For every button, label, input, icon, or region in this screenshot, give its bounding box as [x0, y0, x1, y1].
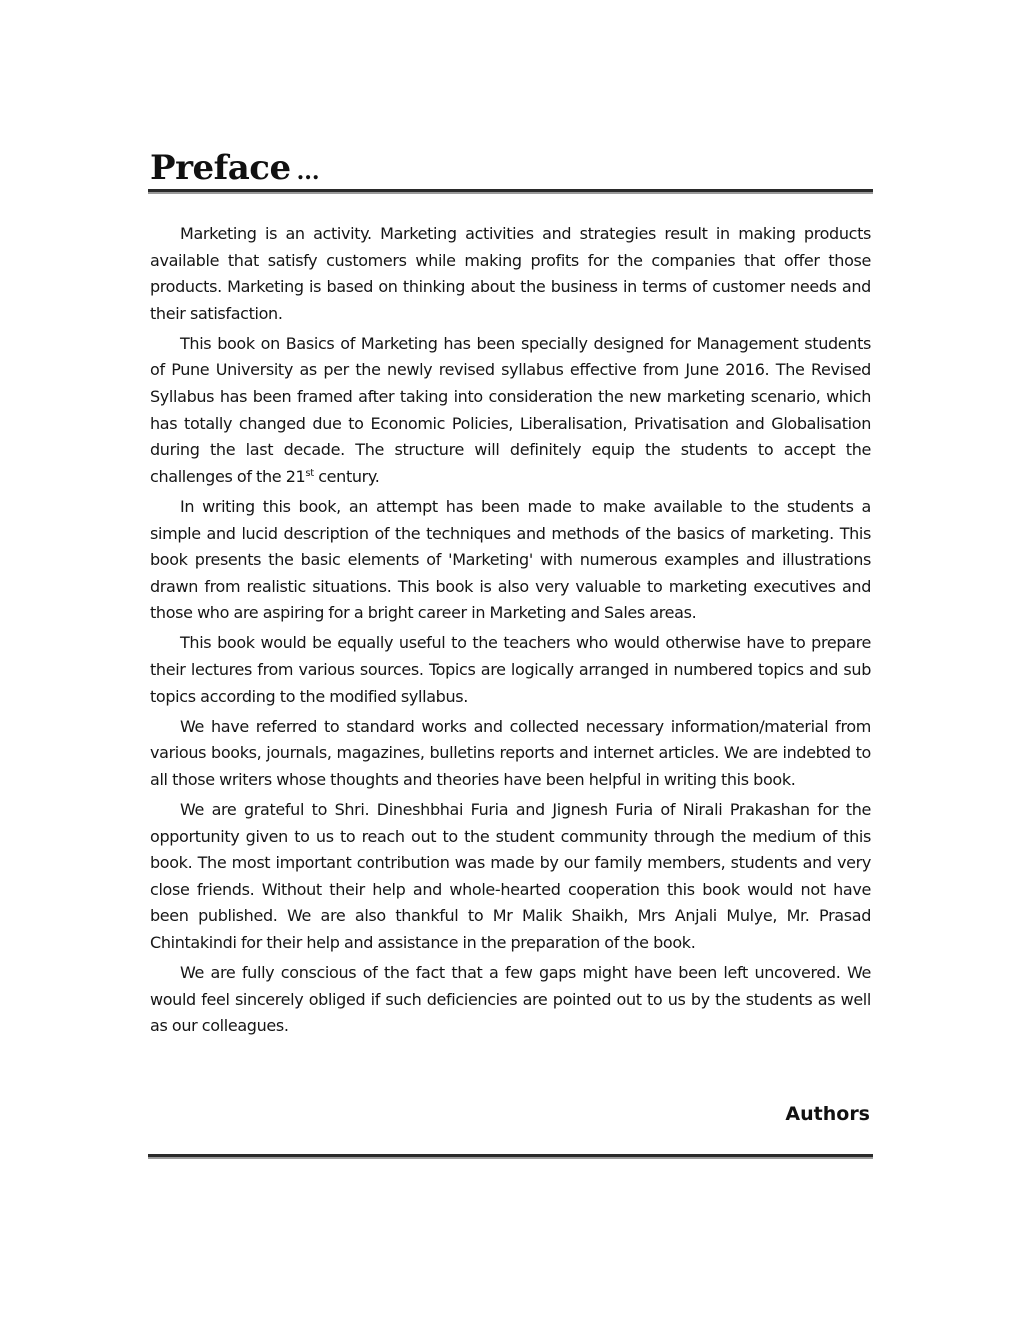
paragraph-2-text: This book on Basics of Marketing has been specially designed for Management students of Pune University as per the newly revised syllabus effective from June 2016. The Revised Syllabus has been framed after taking into consideration the new marketing scenario, which has totally changed due to Economic Policies, Liberalisation, Privatisation and Globalisation during the last decade. The structure will definitely equip the students to accept the challenges of the 21	[150, 333, 871, 486]
paragraph-6: We are grateful to Shri. Dineshbhai Furia and Jignesh Furia of Nirali Prakashan for the opportunity given to us to reach out to the student community through the medium of this book. The most important contribution was made by our family members, students and very close friends. Without their help and whole-hearted cooperation this book would not have been published. We are also thankful to Mr Malik Shaikh, Mrs Anjali Mulye, Mr. Prasad Chintakindi for their help and assistance in the preparation of the book.	[150, 799, 871, 952]
paragraph-4: This book would be equally useful to the teachers who would otherwise have to prepare their lectures from various sources. Topics are logically arranged in numbered topics and sub topics according to the modified syllabus.	[150, 633, 871, 706]
paragraph-7: We are fully conscious of the fact that a few gaps might have been left uncovered. We would feel sincerely obliged if such deficiencies are pointed out to us by the students as well as our colleagues.	[150, 963, 871, 1036]
title-text: Preface	[150, 148, 291, 188]
title-ellipsis: ...	[296, 159, 320, 185]
preface-body	[150, 221, 871, 1043]
ordinal-suffix: st	[305, 467, 314, 479]
paragraph-5: We have referred to standard works and collected necessary information/material from various books, journals, magazines, bulletins reports and internet articles. We are indebted to all those writers whose thoughts and theories have been helpful in writing this book.	[150, 716, 871, 789]
paragraph-1: Marketing is an activity. Marketing activities and strategies result in making products available that satisfy customers while making profits for the companies that offer those products. Marketing is based on thinking about the business in terms of customer needs and their satisfaction.	[150, 224, 871, 323]
paragraph-2	[150, 331, 871, 491]
paragraph-3: In writing this book, an attempt has been made to make available to the students a simple and lucid description of the techniques and methods of the basics of marketing. This book presents the basic elements of 'Marketing' with numerous examples and illustrations drawn from realistic situations. This book is also very valuable to marketing executives and those who are aspiring for a bright career in Marketing and Sales areas.	[150, 496, 871, 623]
page-title	[150, 148, 320, 188]
paragraph-2-tail: century.	[313, 466, 380, 486]
bottom-divider	[148, 1154, 873, 1157]
authors-signature: Authors	[785, 1103, 870, 1125]
top-divider	[148, 189, 873, 192]
